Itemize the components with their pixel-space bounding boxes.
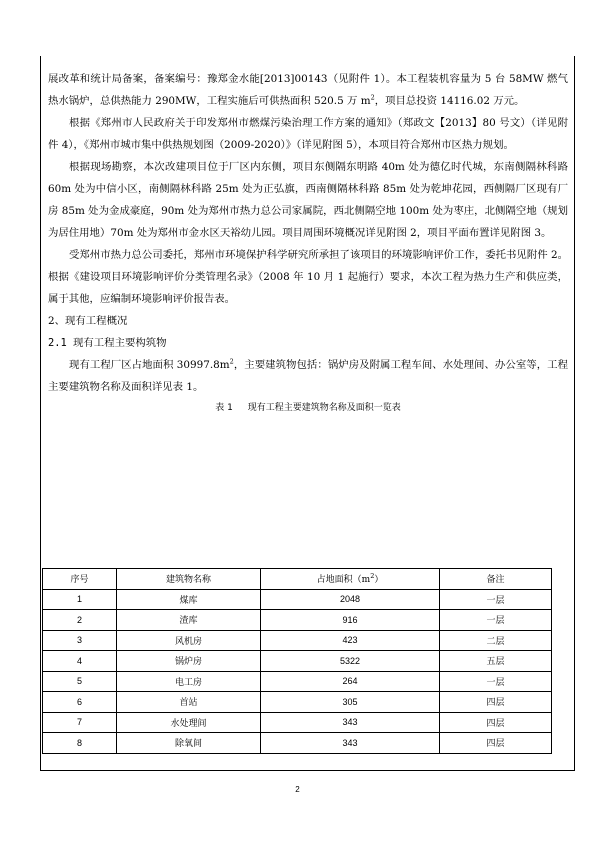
cell-remark: 五层 — [440, 651, 552, 672]
cell-remark: 二层 — [440, 630, 552, 651]
header-index: 序号 — [43, 569, 117, 590]
cell-area: 5322 — [261, 651, 440, 672]
cell-remark: 四层 — [440, 733, 552, 754]
cell-remark: 一层 — [440, 589, 552, 610]
table-row — [43, 733, 552, 754]
table-caption-title: 现有工程主要建筑物名称及面积一览表 — [247, 403, 401, 413]
cell-index: 2 — [43, 610, 117, 631]
cell-area: 343 — [261, 712, 440, 733]
header-area: 占地面积$(m^2)$ — [261, 569, 440, 590]
paragraph-project-filing: 展改革和统计局备案，备案编号：豫郑金水能[2013]00143（见附件 1）。本工程装机容量为 5 台 58MW 燃气热水锅炉，总供热能力 290MW，工程实施后可供热面积 520.5 万 $m^2$，项目总投资 14116.02 万元。 — [48, 73, 568, 107]
cell-area: 305 — [261, 692, 440, 713]
document-body — [48, 68, 568, 420]
table-caption — [48, 400, 568, 416]
table-row — [43, 651, 552, 672]
subsection-heading-main-structures: 2.1 现有工程主要构筑物 — [48, 337, 167, 349]
cell-building-name: 除氧间 — [117, 733, 261, 754]
cell-remark: 一层 — [440, 671, 552, 692]
cell-index: 6 — [43, 692, 117, 713]
cell-index: 4 — [43, 651, 117, 672]
paragraph-heating-plan: 根据《郑州市人民政府关于印发郑州市燃煤污染治理工作方案的通知》（郑政文【2013】80 号文）（详见附件 4），《郑州市城市集中供热规划图（2009-2020）》（详见附图 5），本项目符合郑州市区热力规划。 — [48, 117, 568, 151]
paragraph-commission: 受郑州市热力总公司委托，郑州市环境保护科学研究所承担了该项目的环境影响评价工作，委托书见附件 2。根据《建设项目环境影响评价分类管理名录》（2008 年 10 月 1 起施行）要求，本次工程为热力生产和供应类，属于其他，应编制环境影响评价报告表。 — [48, 249, 568, 305]
cell-index: 7 — [43, 712, 117, 733]
cell-building-name: 水处理间 — [117, 712, 261, 733]
cell-remark: 一层 — [440, 610, 552, 631]
cell-area: 423 — [261, 630, 440, 651]
cell-building-name: 风机房 — [117, 630, 261, 651]
table-row — [43, 712, 552, 733]
table-row — [43, 589, 552, 610]
table-row — [43, 671, 552, 692]
table-header-row — [43, 569, 552, 590]
cell-building-name: 渣库 — [117, 610, 261, 631]
cell-area: 916 — [261, 610, 440, 631]
table-row — [43, 692, 552, 713]
table-row — [43, 630, 552, 651]
page-number: 2 — [295, 785, 300, 794]
cell-index: 8 — [43, 733, 117, 754]
cell-index: 3 — [43, 630, 117, 651]
cell-remark: 四层 — [440, 712, 552, 733]
cell-building-name: 电工房 — [117, 671, 261, 692]
table-caption-number: 表 1 — [215, 403, 233, 413]
section-heading-existing-project: 2、现有工程概况 — [48, 315, 128, 327]
cell-building-name: 煤库 — [117, 589, 261, 610]
cell-area: 264 — [261, 671, 440, 692]
header-building-name: 建筑物名称 — [117, 569, 261, 590]
cell-building-name: 锅炉房 — [117, 651, 261, 672]
cell-area: 2048 — [261, 589, 440, 610]
header-remark: 备注 — [440, 569, 552, 590]
paragraph-surroundings: 根据现场勘察，本次改建项目位于厂区内东侧，项目东侧隔东明路 40m 处为德亿时代城，东南侧隔林科路 60m 处为中信小区，南侧隔林科路 25m 处为正弘旗，西南侧隔林科路 85m 处为乾坤花园，西侧隔厂区现有厂房 85m 处为金成豪庭，90m 处为郑州市热力总公司家属院，西北侧隔空地 100m 处为枣庄，北侧隔空地（规划为居住用地）70m 处为郑州市金水区天裕幼儿园。项目周围环境概况详见附图 2，项目平面布置详见附图 3。 — [48, 161, 568, 239]
cell-building-name: 首站 — [117, 692, 261, 713]
cell-index: 1 — [43, 589, 117, 610]
cell-remark: 四层 — [440, 692, 552, 713]
buildings-table — [42, 568, 552, 754]
paragraph-site-area: 现有工程厂区占地面积 $30997.8m^2$，主要建筑物包括：锅炉房及附属工程车间、水处理间、办公室等，工程主要建筑物名称及面积详见表 1。 — [48, 357, 568, 393]
table-row — [43, 610, 552, 631]
cell-area: 343 — [261, 733, 440, 754]
cell-index: 5 — [43, 671, 117, 692]
